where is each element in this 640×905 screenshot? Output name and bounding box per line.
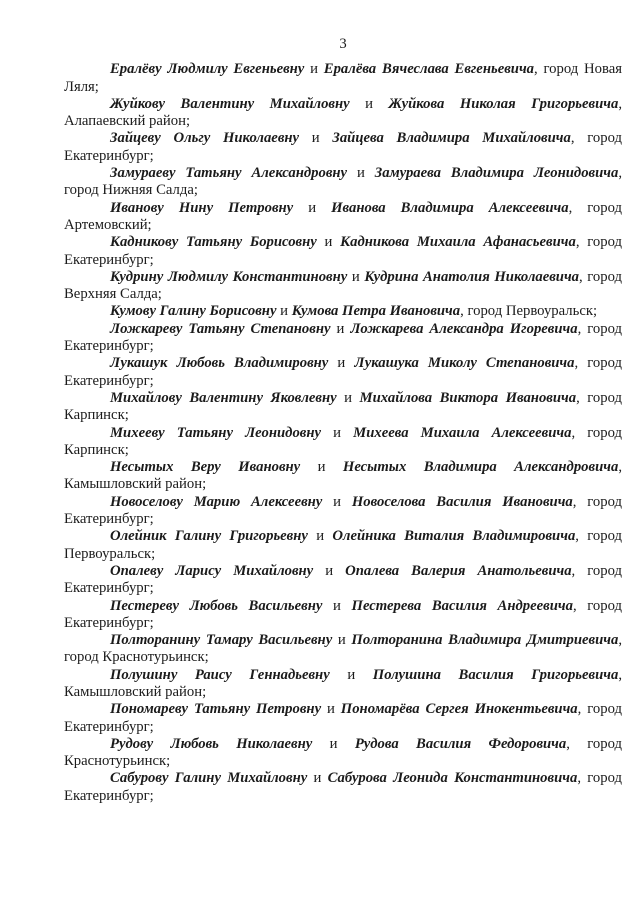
husband-name: Кадникова Михаила Афанасьевича: [340, 234, 576, 251]
conjunction: и: [321, 424, 354, 441]
entry-paragraph: [64, 770, 622, 805]
husband-name: Опалева Валерия Анатольевича: [345, 562, 572, 579]
entry-paragraph: [64, 303, 622, 320]
location-text: , город Екатеринбург;: [64, 493, 622, 528]
husband-name: Несытых Владимира Александровича: [342, 459, 619, 476]
husband-name: Олейника Виталия Владимировича: [332, 528, 576, 545]
location-text: , город Екатеринбург;: [64, 562, 622, 597]
entry-paragraph: [64, 736, 622, 771]
husband-name: Замураева Владимира Леонидовича: [374, 165, 619, 182]
wife-name: Михайлову Валентину Яковлевну: [110, 389, 337, 406]
conjunction: и: [299, 130, 333, 147]
entry-paragraph: [64, 598, 622, 633]
entry-paragraph: [64, 234, 622, 269]
husband-name: Пестерева Василия Андреевича: [351, 597, 573, 614]
entry-paragraph: [64, 200, 622, 235]
conjunction: и: [293, 199, 332, 216]
wife-name: Полторанину Тамару Васильевну: [110, 632, 333, 649]
wife-name: Лукашук Любовь Владимировну: [110, 355, 329, 372]
wife-name: Рудову Любовь Николаевну: [110, 735, 313, 752]
location-text: , город Краснотурьинск;: [64, 632, 622, 666]
entry-paragraph: [64, 165, 622, 200]
location-text: , город Екатеринбург;: [64, 355, 622, 389]
conjunction: и: [307, 528, 333, 545]
husband-name: Ералёва Вячеслава Евгеньевича: [323, 61, 534, 78]
husband-name: Иванова Владимира Алексеевича: [331, 199, 569, 216]
wife-name: Опалеву Ларису Михайловну: [110, 562, 314, 579]
location-text: , Алапаевский район;: [64, 95, 622, 130]
location-text: , город Первоуральск;: [460, 303, 598, 320]
entry-paragraph: [64, 494, 622, 529]
conjunction: и: [321, 701, 341, 718]
wife-name: Несытых Веру Ивановну: [110, 459, 301, 476]
husband-name: Кумова Петра Ивановича: [291, 303, 461, 320]
entry-paragraph: [64, 269, 622, 304]
wife-name: Кудрину Людмилу Константиновну: [110, 268, 348, 285]
husband-name: Ложкарева Александра Игоревича: [350, 320, 578, 337]
conjunction: и: [330, 320, 351, 337]
entry-paragraph: [64, 632, 622, 667]
location-text: , город Екатеринбург;: [64, 701, 622, 735]
husband-name: Лукашука Миколу Степановича: [354, 355, 575, 372]
husband-name: Полушина Василия Григорьевича: [372, 666, 619, 683]
wife-name: Пономареву Татьяну Петровну: [110, 701, 322, 718]
wife-name: Михееву Татьяну Леонидовну: [110, 424, 322, 441]
conjunction: и: [322, 597, 352, 614]
conjunction: и: [347, 165, 375, 182]
entry-paragraph: [64, 528, 622, 563]
wife-name: Олейник Галину Григорьевну: [110, 528, 308, 545]
wife-name: Кумову Галину Борисовну: [110, 303, 277, 320]
conjunction: и: [349, 95, 389, 112]
entry-paragraph: [64, 667, 622, 702]
husband-name: Жуйкова Николая Григорьевича: [388, 95, 619, 112]
husband-name: Новоселова Василия Ивановича: [351, 493, 573, 510]
husband-name: Кудрина Анатолия Николаевича: [364, 268, 580, 285]
husband-name: Сабурова Леонида Константиновича: [327, 770, 578, 787]
wife-name: Иванову Нину Петровну: [110, 199, 294, 216]
entry-paragraph: [64, 321, 622, 356]
husband-name: Пономарёва Сергея Инокентьевича: [340, 701, 578, 718]
location-text: , город Екатеринбург;: [64, 234, 622, 268]
conjunction: и: [300, 459, 343, 476]
wife-name: Ложкареву Татьяну Степановну: [110, 320, 331, 337]
wife-name: Сабурову Галину Михайловну: [110, 770, 308, 787]
conjunction: и: [329, 666, 373, 683]
entry-paragraph: [64, 96, 622, 131]
husband-name: Рудова Василия Федоровича: [354, 735, 567, 752]
location-text: , Камышловский район;: [64, 666, 622, 700]
entry-paragraph: [64, 563, 622, 598]
conjunction: и: [347, 268, 365, 285]
page-number: 3: [339, 36, 347, 52]
entry-paragraph: [64, 459, 622, 494]
entry-paragraph: [64, 130, 622, 165]
entry-paragraph: [64, 425, 622, 460]
wife-name: Полушину Раису Геннадьевну: [110, 666, 330, 683]
entry-paragraph: [64, 701, 622, 736]
location-text: , город Карпинск;: [64, 389, 622, 424]
conjunction: и: [316, 234, 341, 251]
conjunction: и: [304, 61, 324, 78]
location-text: , город Карпинск;: [64, 424, 622, 458]
location-text: , город Первоуральск;: [64, 528, 622, 562]
entry-paragraph: [64, 390, 622, 425]
location-text: , город Краснотурьинск;: [64, 735, 622, 770]
conjunction: и: [313, 562, 346, 579]
husband-name: Михайлова Виктора Ивановича: [359, 389, 577, 406]
wife-name: Ералёву Людмилу Евгеньевну: [110, 61, 305, 78]
conjunction: и: [322, 493, 352, 510]
entry-paragraph: [64, 61, 622, 96]
husband-name: Полторанина Владимира Дмитриевича: [351, 632, 619, 649]
wife-name: Зайцеву Ольгу Николаевну: [110, 130, 300, 147]
location-text: , Камышловский район;: [64, 459, 622, 493]
conjunction: и: [276, 303, 292, 320]
location-text: , город Екатеринбург;: [64, 320, 622, 355]
conjunction: и: [336, 389, 360, 406]
husband-name: Михеева Михаила Алексеевича: [353, 424, 572, 441]
wife-name: Пестереву Любовь Васильевну: [110, 597, 323, 614]
entry-paragraph: [64, 355, 622, 390]
location-text: , город Артемовский;: [64, 199, 623, 233]
wife-name: Жуйкову Валентину Михайловну: [110, 95, 350, 112]
couples-list: [64, 61, 622, 805]
husband-name: Зайцева Владимира Михайловича: [332, 130, 571, 147]
location-text: , город Екатеринбург;: [64, 770, 622, 804]
location-text: , город Екатеринбург;: [64, 130, 622, 164]
wife-name: Замураеву Татьяну Александровну: [110, 165, 348, 182]
location-text: , город Новая Ляля;: [64, 61, 622, 95]
conjunction: и: [332, 632, 352, 649]
location-text: , город Верхняя Салда;: [64, 268, 623, 303]
location-text: , город Екатеринбург;: [64, 597, 622, 631]
conjunction: и: [328, 355, 355, 372]
conjunction: и: [307, 770, 328, 787]
location-text: , город Нижняя Салда;: [64, 165, 622, 199]
wife-name: Кадникову Татьяну Борисовну: [110, 234, 317, 251]
conjunction: и: [312, 735, 355, 752]
wife-name: Новоселову Марию Алексеевну: [110, 493, 323, 510]
